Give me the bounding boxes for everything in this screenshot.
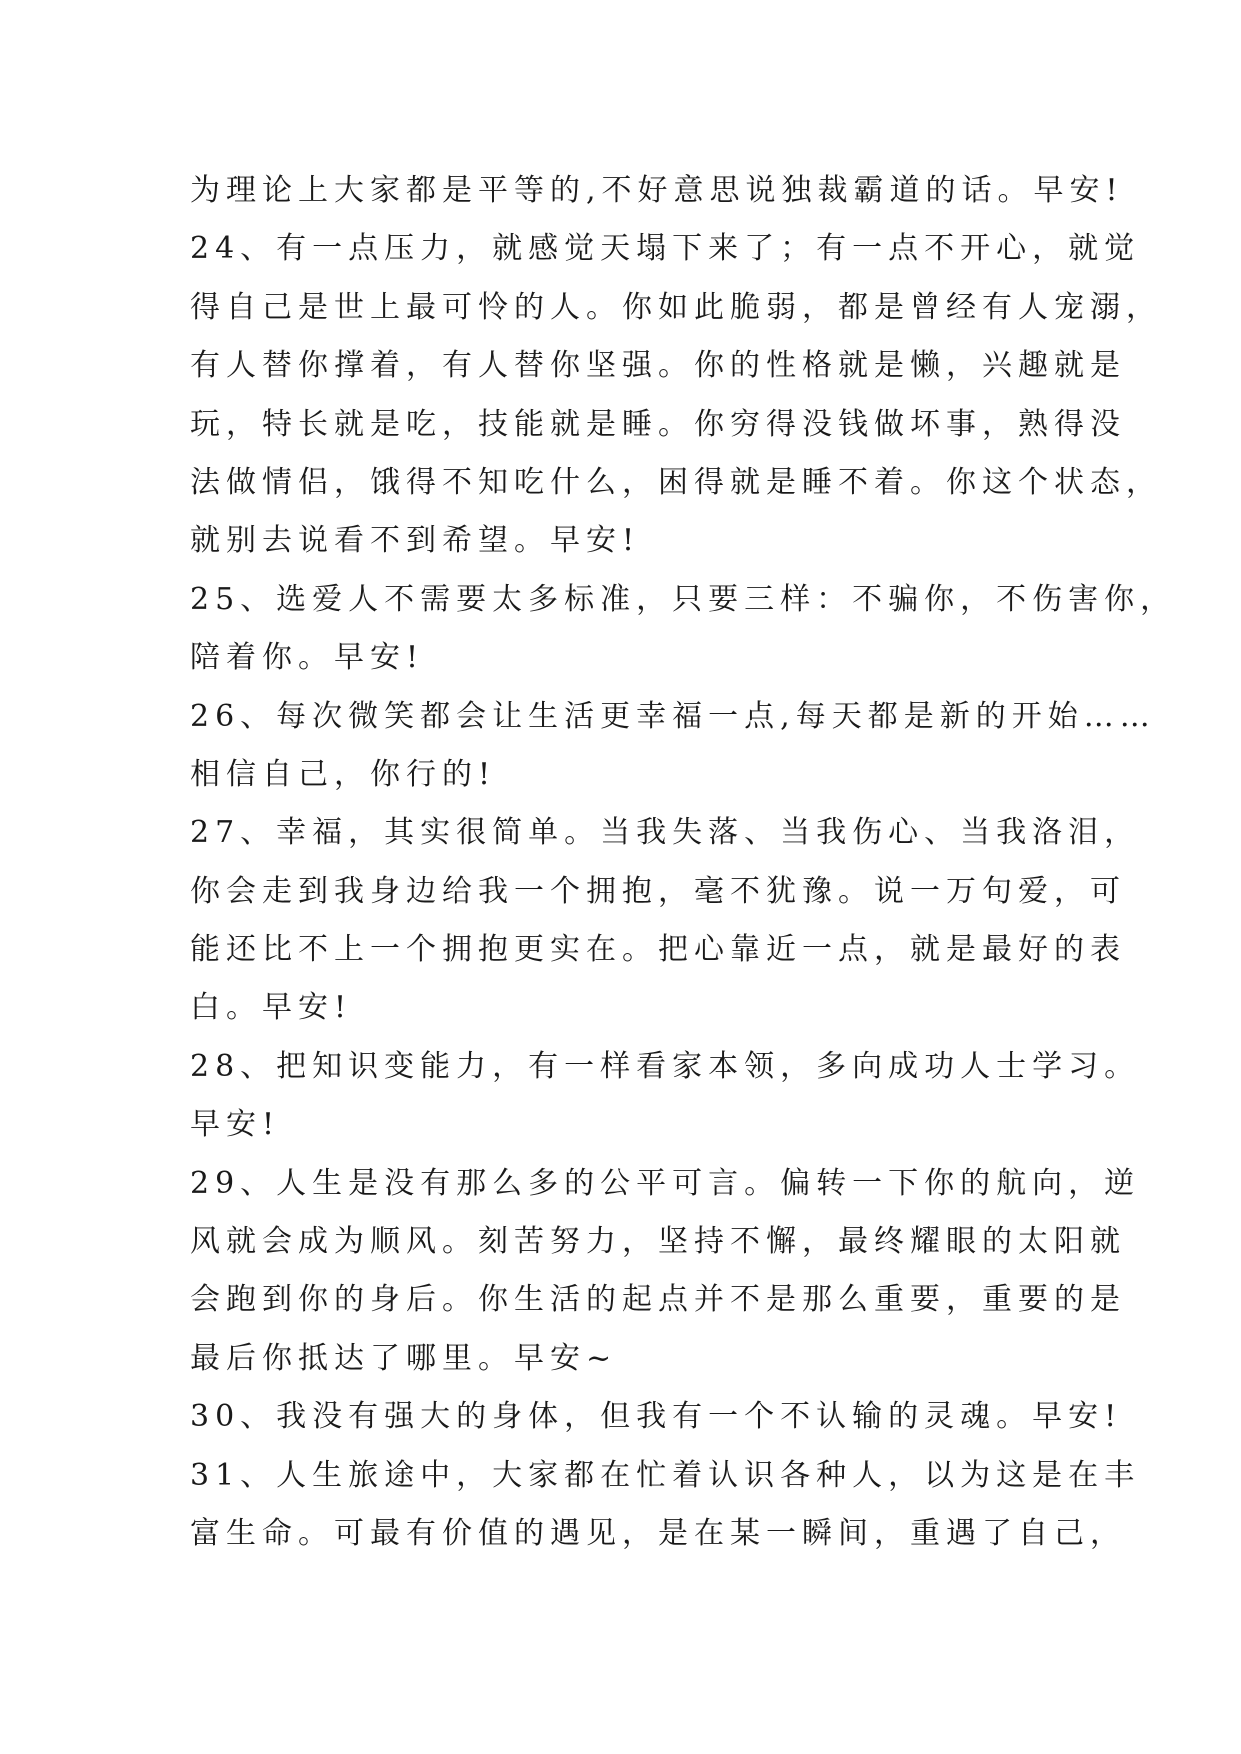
text-line: 28、把知识变能力，有一样看家本领，多向成功人士学习。 [190,1048,1141,1084]
text-line: 陪着你。早安! [190,640,425,676]
text-line: 31、人生旅途中，大家都在忙着认识各种人，以为这是在丰 [190,1457,1141,1493]
text-line: 就别去说看不到希望。早安! [190,523,641,559]
text-line: 24、有一点压力，就感觉天塌下来了；有一点不开心，就觉 [190,231,1141,267]
text-line: 法做情侣，饿得不知吃什么，困得就是睡不着。你这个状态， [190,464,1162,500]
text-line: 27、幸福，其实很简单。当我失落、当我伤心、当我洛泪， [190,815,1141,851]
text-line: 29、人生是没有那么多的公平可言。偏转一下你的航向，逆 [190,1165,1141,1201]
text-line: 为理论上大家都是平等的,不好意思说独裁霸道的话。早安! [190,173,1124,208]
text-line: 玩，特长就是吃，技能就是睡。你穷得没钱做坏事，熟得没 [190,406,1126,442]
text-line: 有人替你撑着，有人替你坚强。你的性格就是懒，兴趣就是 [190,348,1126,384]
text-line: 你会走到我身边给我一个拥抱，毫不犹豫。说一万句爱，可 [190,873,1126,909]
text-line: 最后你抵达了哪里。早安~ [190,1340,618,1376]
document-body [190,162,1177,1563]
text-line: 早安! [190,1107,281,1143]
text-line: 25、选爱人不需要太多标准，只要三样：不骗你，不伤害你， [190,581,1177,617]
text-line: 26、每次微笑都会让生活更幸福一点,每天都是新的开始…… [190,698,1156,734]
text-line: 富生命。可最有价值的遇见，是在某一瞬间，重遇了自己， [190,1515,1126,1551]
text-line: 会跑到你的身后。你生活的起点并不是那么重要，重要的是 [190,1282,1126,1318]
text-line: 30、我没有强大的身体，但我有一个不认输的灵魂。早安! [190,1399,1123,1435]
text-line: 风就会成为顺风。刻苦努力，坚持不懈，最终耀眼的太阳就 [190,1224,1126,1260]
text-line: 白。早安! [190,990,353,1026]
text-line: 相信自己，你行的! [190,756,497,792]
text-line: 得自己是世上最可怜的人。你如此脆弱，都是曾经有人宠溺， [190,289,1162,325]
text-line: 能还比不上一个拥抱更实在。把心靠近一点，就是最好的表 [190,932,1126,968]
